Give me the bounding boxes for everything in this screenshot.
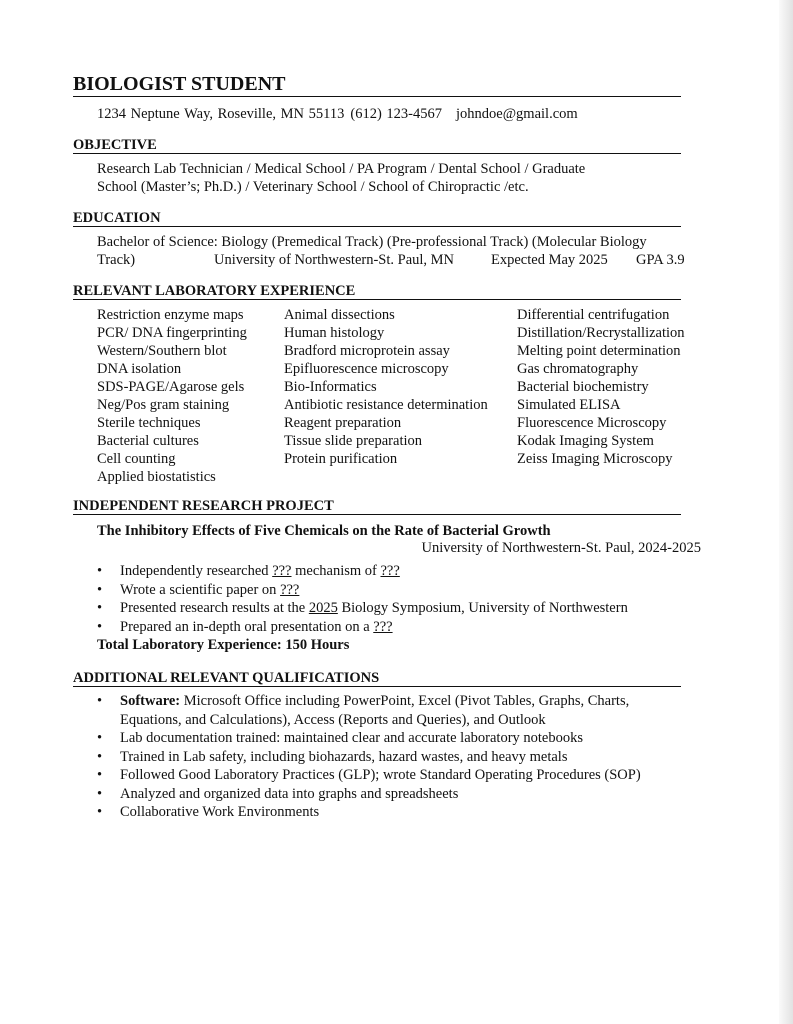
list-item: • Presented research results at the 2025 Biology Symposium, University of Northwestern [73, 599, 703, 618]
lab-skill-item: DNA isolation [97, 361, 182, 377]
project-title: The Inhibitory Effects of Five Chemicals on the Rate of Bacterial Growth [97, 523, 551, 539]
lab-skill-item: Kodak Imaging System [517, 433, 654, 449]
address-text: 1234 Neptune Way, Roseville, MN 55113 [97, 106, 345, 122]
lab-skill-item: Fluorescence Microscopy [517, 415, 667, 431]
phone-text: (612) 123-4567 [350, 106, 442, 122]
email-text: johndoe@gmail.com [455, 106, 578, 122]
lab-skill-item: Melting point determination [517, 343, 681, 359]
lab-skill-item: Protein purification [284, 451, 398, 467]
lab-skill-item: Cell counting [97, 451, 176, 467]
section-heading-lab-experience: RELEVANT LABORATORY EXPERIENCE [73, 283, 681, 300]
list-item: • Collaborative Work Environments [73, 803, 703, 822]
list-item: • Lab documentation trained: maintained clear and accurate laboratory notebooks [73, 729, 703, 748]
school-text: University of Northwestern-St. Paul, MN [214, 251, 455, 268]
lab-skill-item: Differential centrifugation [517, 307, 670, 323]
lab-skill-item: Reagent preparation [284, 415, 402, 431]
lab-skill-item: Human histology [284, 325, 385, 341]
lab-skill-item: Gas chromatography [517, 361, 639, 377]
lab-skill-item: Simulated ELISA [517, 397, 621, 413]
list-item: • Trained in Lab safety, including biohazards, hazard wastes, and heavy metals [73, 748, 703, 767]
lab-skill-item: Zeiss Imaging Microscopy [517, 451, 673, 467]
lab-skill-item: Bio-Informatics [284, 379, 377, 395]
section-heading-objective: OBJECTIVE [73, 137, 681, 154]
objective-text [97, 161, 703, 196]
lab-skill-item: Tissue slide preparation [284, 433, 423, 449]
lab-skill-item: Antibiotic resistance determination [284, 397, 488, 413]
lab-skill-item: Western/Southern blot [97, 343, 227, 359]
lab-skill-item: Animal dissections [284, 307, 395, 323]
lab-skill-item: Neg/Pos gram staining [97, 397, 230, 413]
section-heading-education: EDUCATION [73, 210, 681, 227]
degree-line: Bachelor of Science: Biology (Premedical Track) (Pre-professional Track) (Molecular Biology [97, 234, 647, 250]
list-item: • Wrote a scientific paper on ??? [73, 581, 703, 600]
lab-skills-column [284, 306, 488, 468]
lab-skill-item: Bacterial cultures [97, 433, 199, 449]
lab-skill-item: SDS-PAGE/Agarose gels [97, 379, 245, 395]
lab-skill-item: Distillation/Recrystallization [517, 325, 685, 341]
lab-skills-column [517, 306, 685, 468]
contact-line [97, 106, 703, 123]
objective-line: Research Lab Technician / Medical School / PA Program / Dental School / Graduate [97, 161, 586, 177]
lab-skills-grid [97, 306, 707, 486]
education-text [97, 234, 703, 269]
lab-skill-item: Applied biostatistics [97, 469, 216, 485]
list-item: • Analyzed and organized data into graphs and spreadsheets [73, 785, 703, 804]
qualifications-list [73, 692, 703, 822]
lab-skill-item: PCR/ DNA fingerprinting [97, 325, 247, 341]
lab-skill-item: Bacterial biochemistry [517, 379, 649, 395]
gpa-text: GPA 3.9 [636, 251, 685, 268]
lab-skills-column [97, 306, 247, 486]
resume-page [73, 72, 703, 822]
total-lab-hours: Total Laboratory Experience: 150 Hours [97, 637, 350, 653]
project-bullet-list [73, 562, 703, 636]
resume-name-heading: BIOLOGIST STUDENT [73, 72, 681, 97]
page-edge-shadow [779, 0, 793, 1024]
lab-skill-item: Sterile techniques [97, 415, 201, 431]
list-item: • Software: Microsoft Office including PowerPoint, Excel (Pivot Tables, Graphs, Charts, Equations, and Calculations), Access (Reports and Queries), and Outlook [73, 692, 703, 729]
software-label: Software: [120, 693, 181, 709]
section-heading-qualifications: ADDITIONAL RELEVANT QUALIFICATIONS [73, 670, 681, 687]
school-line [97, 252, 703, 270]
list-item: • Prepared an in-depth oral presentation on a ??? [73, 618, 703, 637]
lab-skill-item: Bradford microprotein assay [284, 343, 450, 359]
expected-text: Expected May 2025 [491, 251, 608, 268]
lab-skill-item: Restriction enzyme maps [97, 307, 244, 323]
track-text: Track) [97, 251, 136, 268]
objective-line: School (Master’s; Ph.D.) / Veterinary School / School of Chiropractic /etc. [97, 178, 529, 195]
list-item: • Followed Good Laboratory Practices (GLP); wrote Standard Operating Procedures (SOP) [73, 766, 703, 785]
list-item: • Independently researched ??? mechanism of ??? [73, 562, 703, 581]
project-institution: University of Northwestern-St. Paul, 2024-2025 [421, 540, 701, 556]
section-heading-research-project: INDEPENDENT RESEARCH PROJECT [73, 498, 681, 515]
lab-skill-item: Epifluorescence microscopy [284, 361, 449, 377]
